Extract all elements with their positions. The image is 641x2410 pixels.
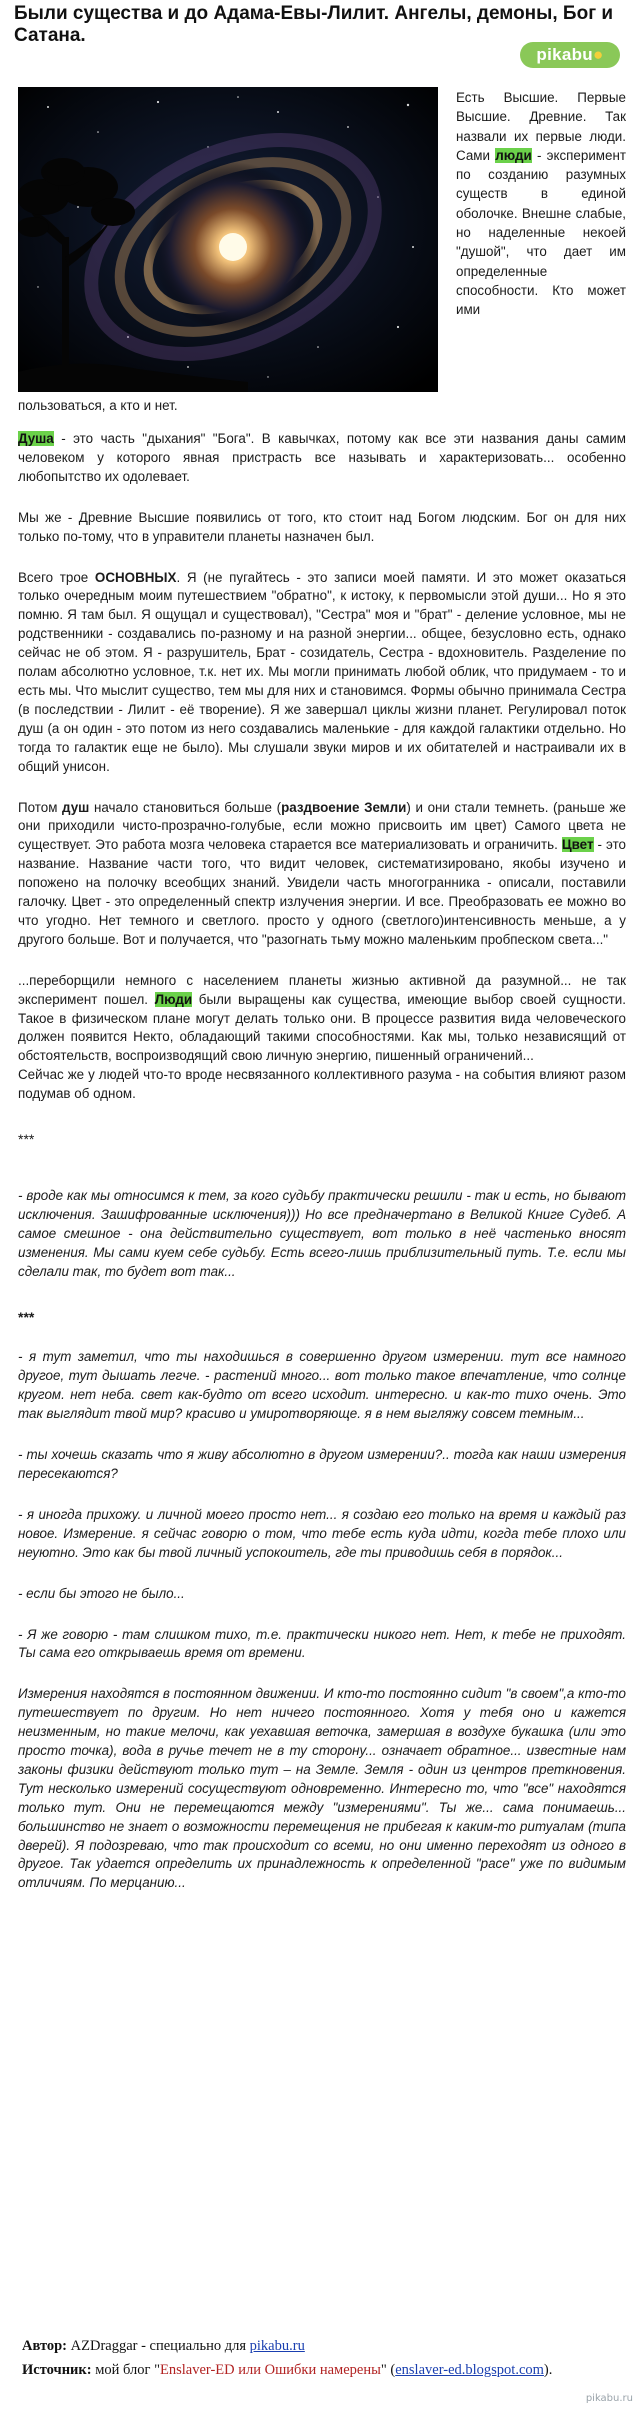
highlight-color: Цвет	[561, 837, 594, 853]
galaxy-image	[18, 87, 438, 392]
paragraph-ancients: Мы же - Древние Высшие появились от того, кто стоит над Богом людским. Бог он для них только по-тому, что в управители планеты назначен был.	[18, 509, 626, 544]
highlight-people: люди	[495, 147, 532, 163]
p4-text-c: ) и они стали темнеть. (раньше же они приходили чисто-прозрачно-голубые, если можно присвоить им цвет) Самого цвета не существует. Это работа мозга человека старается все материализовать и ограничить.	[18, 799, 626, 853]
article-credits	[22, 2334, 622, 2382]
p3-text-a: Всего трое	[18, 569, 95, 585]
paragraph-souls-color	[18, 799, 626, 950]
dialogue-question: - ты хочешь сказать что я живу абсолютно в другом измерении?.. тогда как наши измерения пересекаются?	[18, 1447, 626, 1481]
paragraph-main-three	[18, 569, 626, 777]
section-separator-bold: ***	[18, 1308, 35, 1325]
article-body	[18, 430, 626, 1915]
p3-text-b: . Я (не пугайтесь - это записи моей памяти. И это может оказаться только очередным моим путешествием "обратно", к истоку, к первомысли этой души... Но я это помню. Я там был. Я ощущал и существовал), "Сестра" моя и "брат" - деление условное, мы не родственники - создавались по-разному и на разной энергии... общее, безусловно есть, однако сейчас не об этом. Я - разрушитель, Брат - созидатель, Сестра - вдохновитель. Разделение по полам абсолютно условное, т.к. нет их. Мы могли принимать любой облик, что придумаем - то и есть мы. Что мыслит существо, тем мы для них и становимся. Формы обычно принимала Сестра (в последствии - Лилит - её творение). Я же завершал циклы жизни планет. Регулировал поток душ (а он один - это потом из него создавались маленькие - для каждой галактики отдельно. Но тогда то галактик еще не было). Мы слушали звуки миров и их обитателей и настраивали их в общий унисон.	[18, 569, 627, 774]
dialogue-other-dimension: - я тут заметил, что ты находишься в совершенно другом измерении. тут все намного другое, тут дышать легче. - растений много... вот только такое впечатление, что солнце кругом. нет неба. свет как-будто от всего исходит. интересно. и как-то тихо очень. Это так выглядит твой мир? красиво и умиротворяюще. я в нем выгляжу совсем темным...	[18, 1349, 626, 1422]
author-link[interactable]: pikabu.ru	[249, 2338, 305, 2354]
p3-bold: ОСНОВНЫХ	[94, 569, 177, 585]
source-end: ).	[543, 2362, 553, 2378]
intro-text-b: - эксперимент по созданию разумных существ в единой оболочке. Внешне слабые, но наделенные некоей "душой", что дает им определенные способности. Кто может ими	[456, 147, 626, 318]
intro-tail-text: пользоваться, а кто и нет.	[18, 398, 178, 413]
p5-text-c: Сейчас же у людей что-то вроде несвязанного коллективного разума - на события влияют разом подумав об одном.	[18, 1067, 626, 1102]
highlight-soul: Душа	[18, 431, 54, 446]
p4-text-d: - это название. Название части того, что видит человек, систематизировано, якобы изучено и попожено на полочку всеобщих знаний. Увидели часть многогранника - описали, поставили галочку. Цвет - это определенный спектр излучения энергии. И все. Преобразовать ее можно во что угодно. Нет темного и светлого. просто у одного (светлого)интенсивность меньше, а у другого больше. Вот и получается, что "разогнать тьму можно маленьким пробпеском света..."	[18, 837, 626, 947]
p5-text-a: ...переборщили немного с населением планеты жизнью активной да разумной... не так эксперимент пошел.	[18, 972, 626, 1007]
dialogue-quiet: - Я же говорю - там слишком тихо, т.е. практически никого нет. Нет, к тебе не приходят. Ты сама его открываешь время от времени.	[18, 1626, 626, 1661]
highlight-people-2: Люди	[154, 991, 193, 1007]
paragraph-soul-text: - это часть "дыхания" "Бога". В кавычках, потому как все эти названия даны самим человеком у которого явная пристрасть все называть и характеризовать... особенно любопытство их одолевает.	[18, 431, 626, 484]
source-link[interactable]: enslaver-ed.blogspot.com	[395, 2362, 544, 2378]
pikabu-watermark: pikabu.ru	[585, 2393, 633, 2404]
logo-text: pikabu	[536, 45, 593, 64]
dialogue-if-not: - если бы этого не было...	[18, 1585, 185, 1601]
galaxy-illustration	[18, 87, 438, 392]
pikabu-logo[interactable]	[520, 42, 620, 68]
paragraph-soul	[18, 430, 626, 487]
author-line	[22, 2334, 622, 2358]
paragraph-people	[18, 972, 626, 1104]
dialogue-coming: - я иногда прихожу. и личной моего просто нет... я создаю его только на время и каждый раз новое. Измерение. я сейчас говорю о том, что тебе есть куда идти, когда тебе плохо или неуютно. Это как бы твой личный успокоитель, где ты приводишь себя в порядок...	[18, 1506, 626, 1560]
source-label: Источник:	[22, 2362, 92, 2378]
dialogue-section-2	[18, 1348, 626, 1893]
source-text: мой блог "	[91, 2362, 161, 2378]
author-name: AZDraggar - специально для	[67, 2338, 250, 2354]
dialogue-dimensions: Измерения находятся в постоянном движении. И кто-то постоянно сидит "в своем",а кто-то путешествует по другим. Но нет ничего постоянного. Хотя у тебя оно и кажется неизменным, но такие мелочи, как уехавшая веточка, замершая в воздухе букашка (или это просто точка), вода в ручье течет не в ту сторону... означает обратное... известные нам законы физики действуют только тут – на Земле. Земля - один из центров преткновения. Тут несколько измерений сосуществуют одновременно. Интересно то, что "все" находятся только тут. Они не перемещаются между "измерениями". Ты же... сама понимаешь... большинство не знает о возможности перемещения не прибегая к каким-то ритуалам (типа дверей). Я подозреваю, что так происходит со всеми, но они именно переходят из одного в другое. Так удается определить их принадлежность к определенной "расе" уже по видимым отличиям. По мерцанию...	[18, 1686, 626, 1891]
source-line	[22, 2358, 622, 2382]
section-separator: ***	[18, 1131, 35, 1148]
dialogue-fate: - вроде как мы относимся к тем, за кого судьбу практически решили - так и есть, но бывают исключения. Зашифрованные исключения))) Но все предначертано в Великой Книге Судеб. А самое смешное - она действительно существует, вот только в неё частенько вносят изменения. Мы сами куем себе судьбу. Есть всего-лишь приблизительный путь. Т.е. если мы сделали так, то будет вот так...	[18, 1188, 626, 1279]
p4-text-b: начало становиться больше (	[89, 799, 282, 815]
p5-text-b: были выращены как существа, имеющие выбор своей сущности. Такое в физическом плане могут делать только они. В процессе развития вида человеческого должен появится Некто, обладающий такими способностями. Как мы, только независящий от обстоятельств, воспроизводящий свою личную энергию, пишенный ограничений...	[18, 991, 626, 1064]
p4-text-a: Потом	[18, 799, 63, 815]
intro-side-text	[456, 88, 626, 320]
intro-text-a: Есть Высшие. Первые Высшие. Древние. Так назвали их первые люди. Сами	[456, 90, 626, 163]
source-mid: " (	[380, 2362, 396, 2378]
source-blog-name[interactable]: Enslaver-ED или Ошибки намерены	[160, 2362, 381, 2378]
article-title: Были существа и до Адама-Евы-Лилит. Ангелы, демоны, Бог и Сатана.	[14, 3, 614, 46]
p4-bold-souls: душ	[62, 799, 90, 815]
logo-dot-icon: ●	[593, 45, 604, 64]
dialogue-section-1	[18, 1187, 626, 1282]
p4-bold-earth: раздвоение Земли	[281, 799, 407, 815]
author-label: Автор:	[22, 2338, 68, 2354]
